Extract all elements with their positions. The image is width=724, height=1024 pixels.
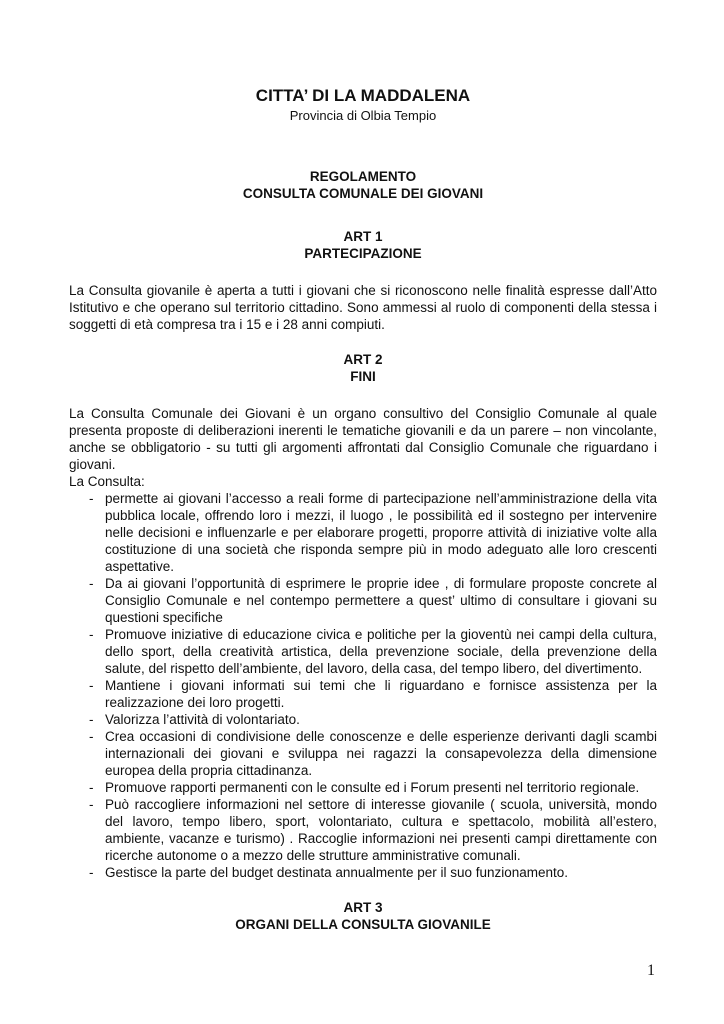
list-item-text: Promuove iniziative di educazione civica e politiche per la gioventù nei campi della cultura, dello sport, della creatività artistica, della prevenzione sociale, della prevenzione della salute, del rispetto dell’ambiente, del lavoro, della casa, del tempo libero, del divertimento. [105,627,657,676]
list-item [69,711,657,728]
document-header [69,86,657,124]
dash-bullet: - [89,712,94,727]
list-item [69,779,657,796]
list-item-text: Gestisce la parte del budget destinata annualmente per il suo funzionamento. [105,865,569,880]
art1-heading [69,228,657,262]
art2-intro: La Consulta: [69,474,145,489]
list-item [69,864,657,881]
art2-list [69,490,657,881]
list-item-text: Crea occasioni di condivisione delle conoscenze e delle esperienze derivanti dagli scambi internazionali dei giovani e sviluppa nei ragazzi la consapevolezza della dimensione europea della propria cittadinanza. [105,729,657,778]
art1-number: ART 1 [343,229,383,244]
art1-paragraph: La Consulta giovanile è aperta a tutti i giovani che si riconoscono nelle finalità espresse dall’Atto Istitutivo e che operano sul territorio cittadino. Sono ammessi al ruolo di componenti della stessa i soggetti di età compresa tra i 15 e i 28 anni compiuti. [69,283,657,332]
art3-heading [69,899,657,933]
dash-bullet: - [89,678,94,693]
art3-title: ORGANI DELLA CONSULTA GIOVANILE [235,917,491,932]
province-subtitle: Provincia di Olbia Tempio [289,108,437,123]
dash-bullet: - [89,780,94,795]
dash-bullet: - [89,797,94,812]
art2-heading [69,351,657,385]
dash-bullet: - [89,491,94,506]
dash-bullet: - [89,865,94,880]
art2-title: FINI [350,369,376,384]
regulation-label: REGOLAMENTO [309,169,417,184]
list-item-text: Valorizza l’attività di volontariato. [105,712,300,727]
list-item [69,575,657,626]
document-page [69,86,657,933]
dash-bullet: - [89,627,94,642]
list-item [69,796,657,864]
list-item [69,626,657,677]
list-item [69,677,657,711]
art1-title: PARTECIPAZIONE [304,246,422,261]
dash-bullet: - [89,576,94,591]
list-item-text: Da ai giovani l’opportunità di esprimere le proprie idee , di formulare proposte concrete al Consiglio Comunale e nel contempo permettere a quest’ ultimo di consultare i giovani su questioni specifiche [105,576,657,625]
list-item-text: Mantiene i giovani informati sui temi che li riguardano e fornisce assistenza per la realizzazione dei loro progetti. [105,678,657,710]
list-item-text: permette ai giovani l’accesso a reali forme di partecipazione nell’amministrazione della vita pubblica locale, offrendo loro i mezzi, il luogo , le possibilità ed il sostegno per intervenire nelle decisioni e influenzarle e per elaborare progetti, proporre attività di iniziative volte alla costituzione di una società che risponda sempre più in modo adeguato alle loro crescenti aspettative. [105,491,657,574]
list-item-text: Promuove rapporti permanenti con le consulte ed i Forum presenti nel territorio regionale. [105,780,640,795]
list-item [69,728,657,779]
regulation-title: CONSULTA COMUNALE DEI GIOVANI [242,186,484,201]
art2-paragraph: La Consulta Comunale dei Giovani è un organo consultivo del Consiglio Comunale al quale presenta proposte di deliberazioni inerenti le tematiche giovanili e da un parere – non vincolante, anche se obbligatorio - su tutti gli argomenti affrontati dal Consiglio Comunale che riguardano i giovani. [69,406,657,472]
city-title: CITTA’ DI LA MADDALENA [255,86,471,105]
list-item-text: Può raccogliere informazioni nel settore di interesse giovanile ( scuola, università, mondo del lavoro, tempo libero, sport, volontariato, cultura e spettacolo, mobilità all’estero, ambiente, vacanze e turismo) . Raccoglie informazioni nei presenti campi direttamente con ricerche autonome o a mezzo delle strutture amministrative comunali. [105,797,657,863]
dash-bullet: - [89,729,94,744]
list-item [69,490,657,575]
page-number: 1 [647,962,655,979]
regulation-heading [69,168,657,202]
art2-number: ART 2 [343,352,383,367]
art3-number: ART 3 [343,900,383,915]
